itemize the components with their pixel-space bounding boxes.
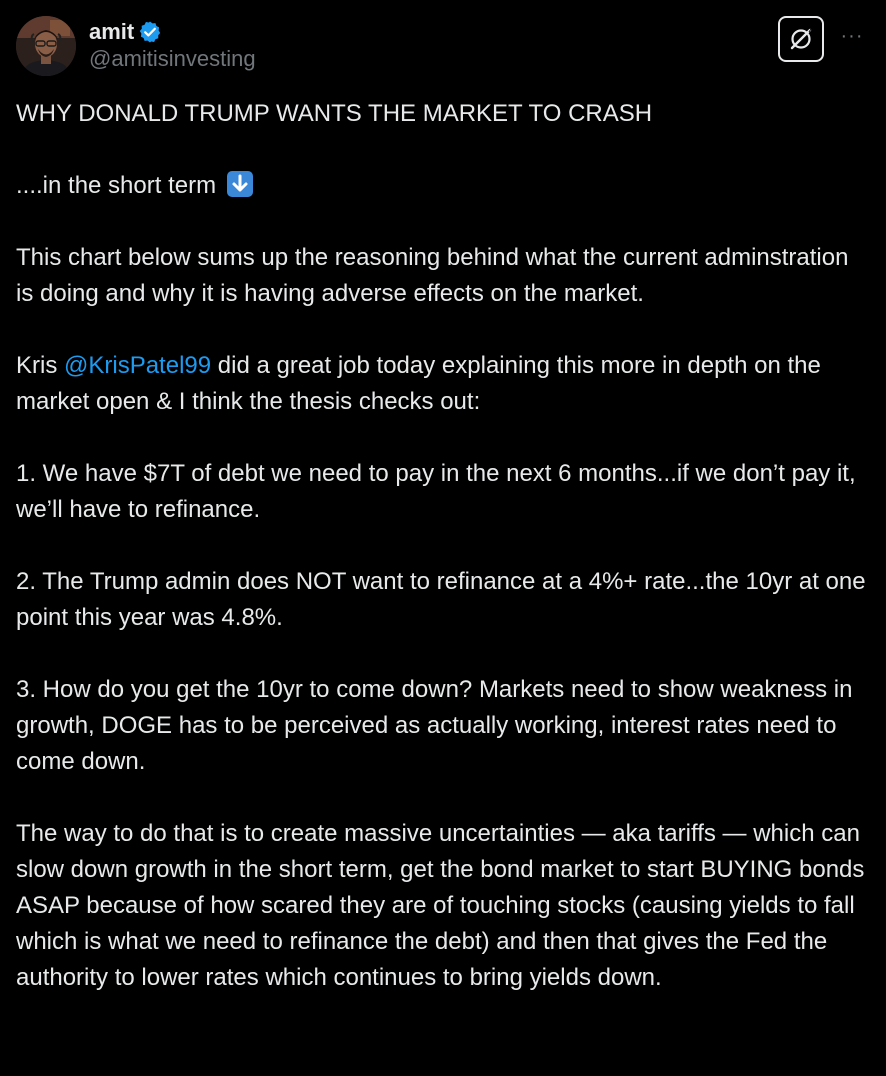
grok-button[interactable] bbox=[778, 16, 824, 62]
grok-icon bbox=[788, 26, 814, 52]
tweet-paragraph-1: This chart below sums up the reasoning behind what the current adminstration is doing and why it is having adverse effects on the market. bbox=[16, 244, 849, 307]
tweet-point-3: 3. How do you get the 10yr to come down? Markets need to show weakness in growth, DOGE has to be perceived as actually working, interest rates need to come down. bbox=[16, 676, 853, 775]
tweet-title: WHY DONALD TRUMP WANTS THE MARKET TO CRASH bbox=[16, 100, 653, 127]
more-options-button[interactable] bbox=[838, 22, 866, 50]
tweet-text bbox=[16, 96, 866, 996]
verified-badge-icon bbox=[138, 20, 162, 44]
mention-link[interactable]: @KrisPatel99 bbox=[64, 352, 212, 379]
author-handle[interactable]: @amitisinvesting bbox=[89, 46, 256, 71]
subtitle-text: ....in the short term bbox=[16, 172, 217, 199]
paragraph-2-prefix: Kris bbox=[16, 352, 64, 379]
avatar[interactable] bbox=[16, 16, 76, 76]
tweet-paragraph-last: The way to do that is to create massive uncertainties — aka tariffs — which can slow down growth in the short term, get the bond market to start BUYING bonds ASAP because of how scared they are of touching stocks (causing yields to fall which is what we need to refinance the debt) and then that gives the Fed the authority to lower rates which continues to bring yields down. bbox=[16, 820, 865, 991]
down-arrow-emoji-icon bbox=[227, 171, 253, 197]
tweet-paragraph-2 bbox=[16, 348, 866, 420]
paragraph-2-suffix: did a great job today explaining this more in depth on the market open & I think the thesis checks out: bbox=[16, 352, 821, 415]
more-icon: ··· bbox=[840, 24, 864, 47]
tweet-subtitle bbox=[16, 168, 866, 204]
tweet-point-2: 2. The Trump admin does NOT want to refinance at a 4%+ rate...the 10yr at one point this year was 4.8%. bbox=[16, 568, 866, 631]
tweet-point-1: 1. We have $7T of debt we need to pay in the next 6 months...if we don’t pay it, we’ll have to refinance. bbox=[16, 460, 856, 523]
avatar-photo bbox=[16, 16, 76, 76]
display-name[interactable]: amit bbox=[89, 19, 135, 44]
author-name-row[interactable] bbox=[89, 16, 162, 48]
